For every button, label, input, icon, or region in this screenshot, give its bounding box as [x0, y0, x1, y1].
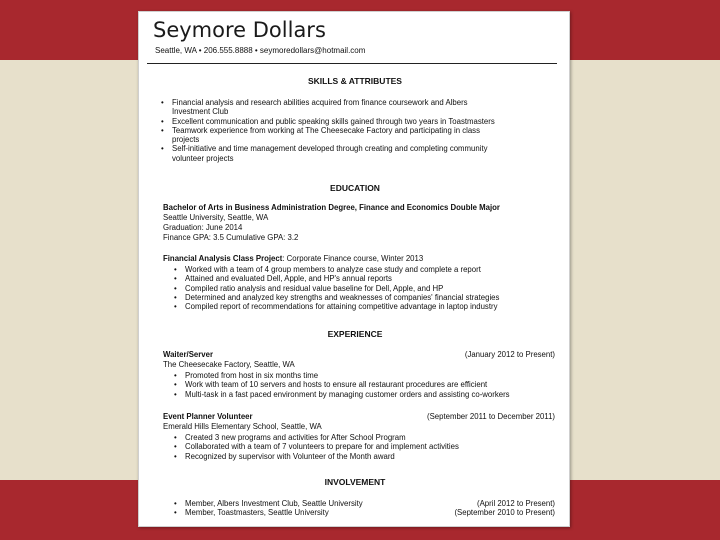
gpa-line: Finance GPA: 3.5 Cumulative GPA: 3.2: [163, 233, 299, 242]
job-dates: (September 2011 to December 2011): [427, 412, 555, 421]
resume-page: [138, 11, 570, 527]
list-item: • Teamwork experience from working at The Cheesecake Factory and participating in class: [161, 126, 495, 135]
list-item: • Self-initiative and time management developed through creating and completing community: [161, 144, 495, 153]
list-item: • Worked with a team of 4 group members to analyze case study and complete a report: [170, 265, 499, 274]
involvement-heading: INVOLVEMENT: [324, 477, 386, 487]
list-item: • Excellent communication and public speaking skills gained through two years in Toastmasters: [161, 117, 495, 126]
skills-heading: SKILLS & ATTRIBUTES: [308, 76, 402, 86]
list-item-continuation: Investment Club: [172, 107, 229, 117]
list-item: • Multi-task in a fast paced environment by managing customer orders and assisting co-workers: [170, 390, 510, 399]
list-item: • Compiled report of recommendations for attaining competitive advantage in laptop industry: [170, 302, 499, 311]
involvement-dates: (April 2012 to Present): [476, 499, 555, 508]
school-name: Seattle University, Seattle, WA: [163, 213, 269, 222]
involvement-list: [170, 499, 363, 518]
job-duties-list: [170, 371, 510, 399]
job-dates: (January 2012 to Present): [464, 350, 555, 359]
list-item: • Recognized by supervisor with Volunteer of the Month award: [170, 452, 459, 461]
skills-list: [161, 98, 495, 163]
job-organization: Emerald Hills Elementary School, Seattle, WA: [163, 422, 322, 431]
list-item: • Compiled ratio analysis and residual value baseline for Dell, Apple, and HP: [170, 284, 499, 293]
project-list: [170, 265, 499, 311]
contact-line: Seattle, WA • 206.555.8888 • seymoredollars@hotmail.com: [155, 46, 366, 55]
list-item: • Created 3 new programs and activities for After School Program: [170, 433, 459, 442]
list-item-continuation: projects: [172, 135, 200, 145]
list-item: • Attained and evaluated Dell, Apple, and HP's annual reports: [170, 274, 499, 283]
experience-heading: EXPERIENCE: [327, 329, 383, 339]
list-item: • Collaborated with a team of 7 volunteers to prepare for and implement activities: [170, 442, 459, 451]
job-role: Event Planner Volunteer: [163, 412, 253, 421]
list-item: • Member, Toastmasters, Seattle University: [170, 508, 363, 517]
project-heading: [163, 254, 423, 263]
education-heading: EDUCATION: [330, 183, 380, 193]
involvement-dates: (September 2010 to Present): [454, 508, 555, 517]
job-role: Waiter/Server: [163, 350, 213, 359]
degree-title: Bachelor of Arts in Business Administration Degree, Finance and Economics Double Major: [163, 203, 500, 212]
project-detail: : Corporate Finance course, Winter 2013: [282, 254, 424, 263]
header-divider: [147, 63, 557, 64]
job-duties-list: [170, 433, 459, 461]
resume-name: Seymore Dollars: [153, 18, 326, 42]
list-item: • Promoted from host in six months time: [170, 371, 510, 380]
list-item: • Work with team of 10 servers and hosts to ensure all restaurant procedures are efficient: [170, 380, 510, 389]
list-item: • Financial analysis and research abilities acquired from finance coursework and Albers: [161, 98, 495, 107]
job-organization: The Cheesecake Factory, Seattle, WA: [163, 360, 295, 369]
list-item: • Determined and analyzed key strengths and weaknesses of companies' financial strategies: [170, 293, 499, 302]
graduation-date: Graduation: June 2014: [163, 223, 243, 232]
list-item-continuation: volunteer projects: [172, 153, 234, 163]
list-item: • Member, Albers Investment Club, Seattle University: [170, 499, 363, 508]
project-title: Financial Analysis Class Project: [163, 254, 283, 263]
